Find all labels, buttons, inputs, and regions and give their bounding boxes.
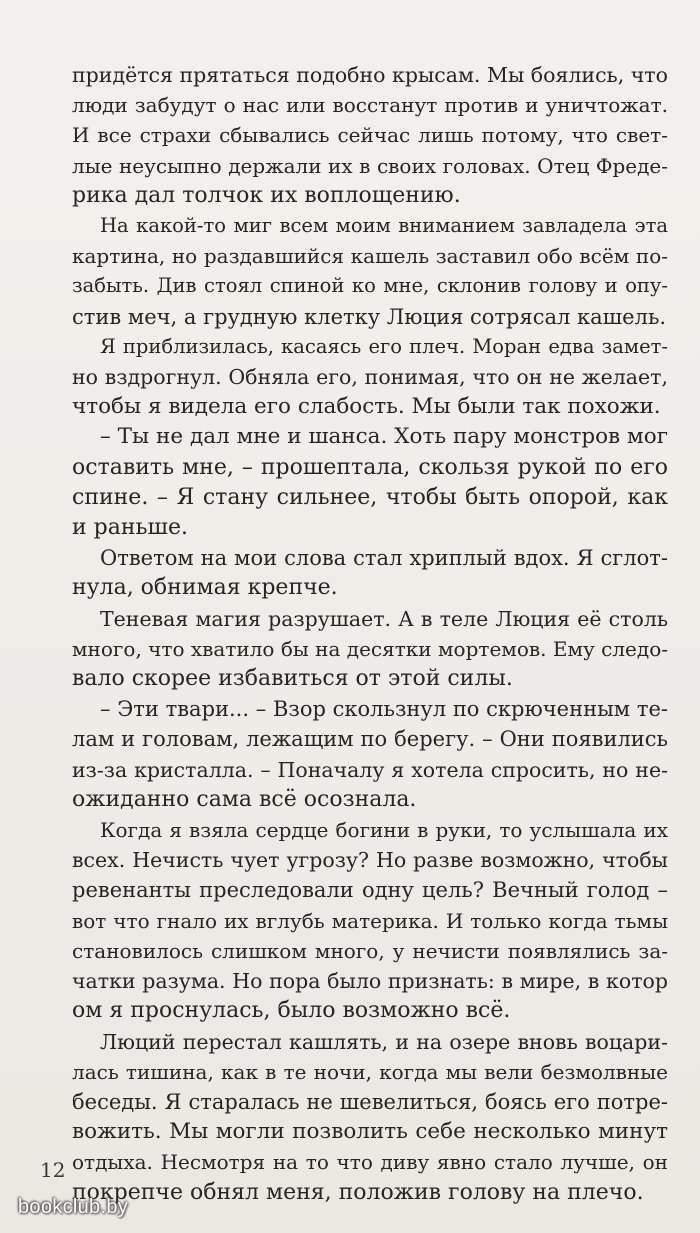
- body-text: [72, 60, 668, 1208]
- text-line: придётся прятаться подобно крысам. Мы боялись, что: [72, 63, 668, 87]
- text-line: вожить. Мы могли позволить себе несколько минут: [72, 1119, 668, 1145]
- text-line: отдыха. Несмотря на то что диву явно стало лучше, он: [72, 1150, 668, 1175]
- text-line: – Эти твари... – Взор скользнул по скрюченным те-: [100, 697, 668, 722]
- watermark: bookclub.by: [18, 1196, 129, 1218]
- text-line: забыть. Див стоял спиной ко мне, склонив голову и опу-: [72, 274, 668, 298]
- text-line: ревенанты преследовали одну цель? Вечный голод –: [72, 878, 668, 903]
- text-line: картина, но раздавшийся кашель заставил обо всём по-: [72, 244, 668, 269]
- text-line: много, что хватило бы на десятки мортемов. Ему следо-: [72, 636, 668, 661]
- text-line: ом я проснулась, было возможно всё.: [72, 998, 511, 1024]
- text-line: оставить мне, – прошептала, скользя рукой по его: [72, 454, 668, 480]
- text-line: На какой-то миг всем моим вниманием завладела эта: [100, 214, 668, 238]
- text-line: вот что гнало их вглубь материка. И только когда тьмы: [72, 908, 668, 933]
- text-line: Ответом на мои слова стал хриплый вдох. Я сглот-: [100, 546, 668, 571]
- text-line: лам и головам, лежащим по берегу. – Они появились: [72, 727, 668, 752]
- text-line: рика дал толчок их воплощению.: [72, 182, 461, 208]
- text-line: Люций перестал кашлять, и на озере вновь воцари-: [100, 1029, 668, 1054]
- text-line: вало скорее избавиться от этой силы.: [72, 666, 513, 692]
- text-line: люди забудут о нас или восстанут против и уничтожат.: [72, 93, 668, 118]
- text-line: И все страхи сбывались сейчас лишь потому, что свет-: [72, 123, 668, 148]
- page-number: 12: [40, 1158, 66, 1182]
- text-line: и раньше.: [72, 515, 188, 541]
- text-line: Когда я взяла сердце богини в руки, то услышала их: [100, 818, 668, 843]
- text-line: из-за кристалла. – Поначалу я хотела спросить, но не-: [72, 757, 668, 782]
- text-line: покрепче обнял меня, положив голову на плечо.: [72, 1179, 644, 1205]
- text-line: ожиданно сама всё осознала.: [72, 786, 417, 812]
- text-line: становилось слишком много, у нечисти появлялись за-: [72, 938, 668, 963]
- text-line: спине. – Я стану сильнее, чтобы быть опорой, как: [72, 484, 668, 510]
- text-line: чтобы я видела его слабость. Мы были так похожи.: [72, 394, 661, 420]
- text-line: нула, обнимая крепче.: [72, 575, 338, 601]
- text-line: чатки разума. Но пора было признать: в мире, в котор: [72, 969, 668, 994]
- text-line: лые неусыпно держали их в своих головах. Отец Фреде-: [72, 153, 668, 178]
- text-line: лась тишина, как в те ночи, когда мы вели безмолвные: [72, 1059, 668, 1084]
- text-line: Теневая магия разрушает. А в теле Люция её столь: [100, 606, 668, 631]
- text-line: всех. Нечисть чует угрозу? Но разве возможно, чтобы: [72, 848, 668, 873]
- text-line: стив меч, а грудную клетку Люция сотрясал кашель.: [72, 304, 667, 329]
- text-line: Я приблизилась, касаясь его плеч. Моран едва замет-: [100, 334, 668, 358]
- text-line: но вздрогнул. Обняла его, понимая, что он не желает,: [72, 365, 668, 390]
- text-line: беседы. Я старалась не шевелиться, боясь его потре-: [72, 1089, 668, 1114]
- text-line: – Ты не дал мне и шанса. Хоть пару монстров мог: [100, 424, 668, 450]
